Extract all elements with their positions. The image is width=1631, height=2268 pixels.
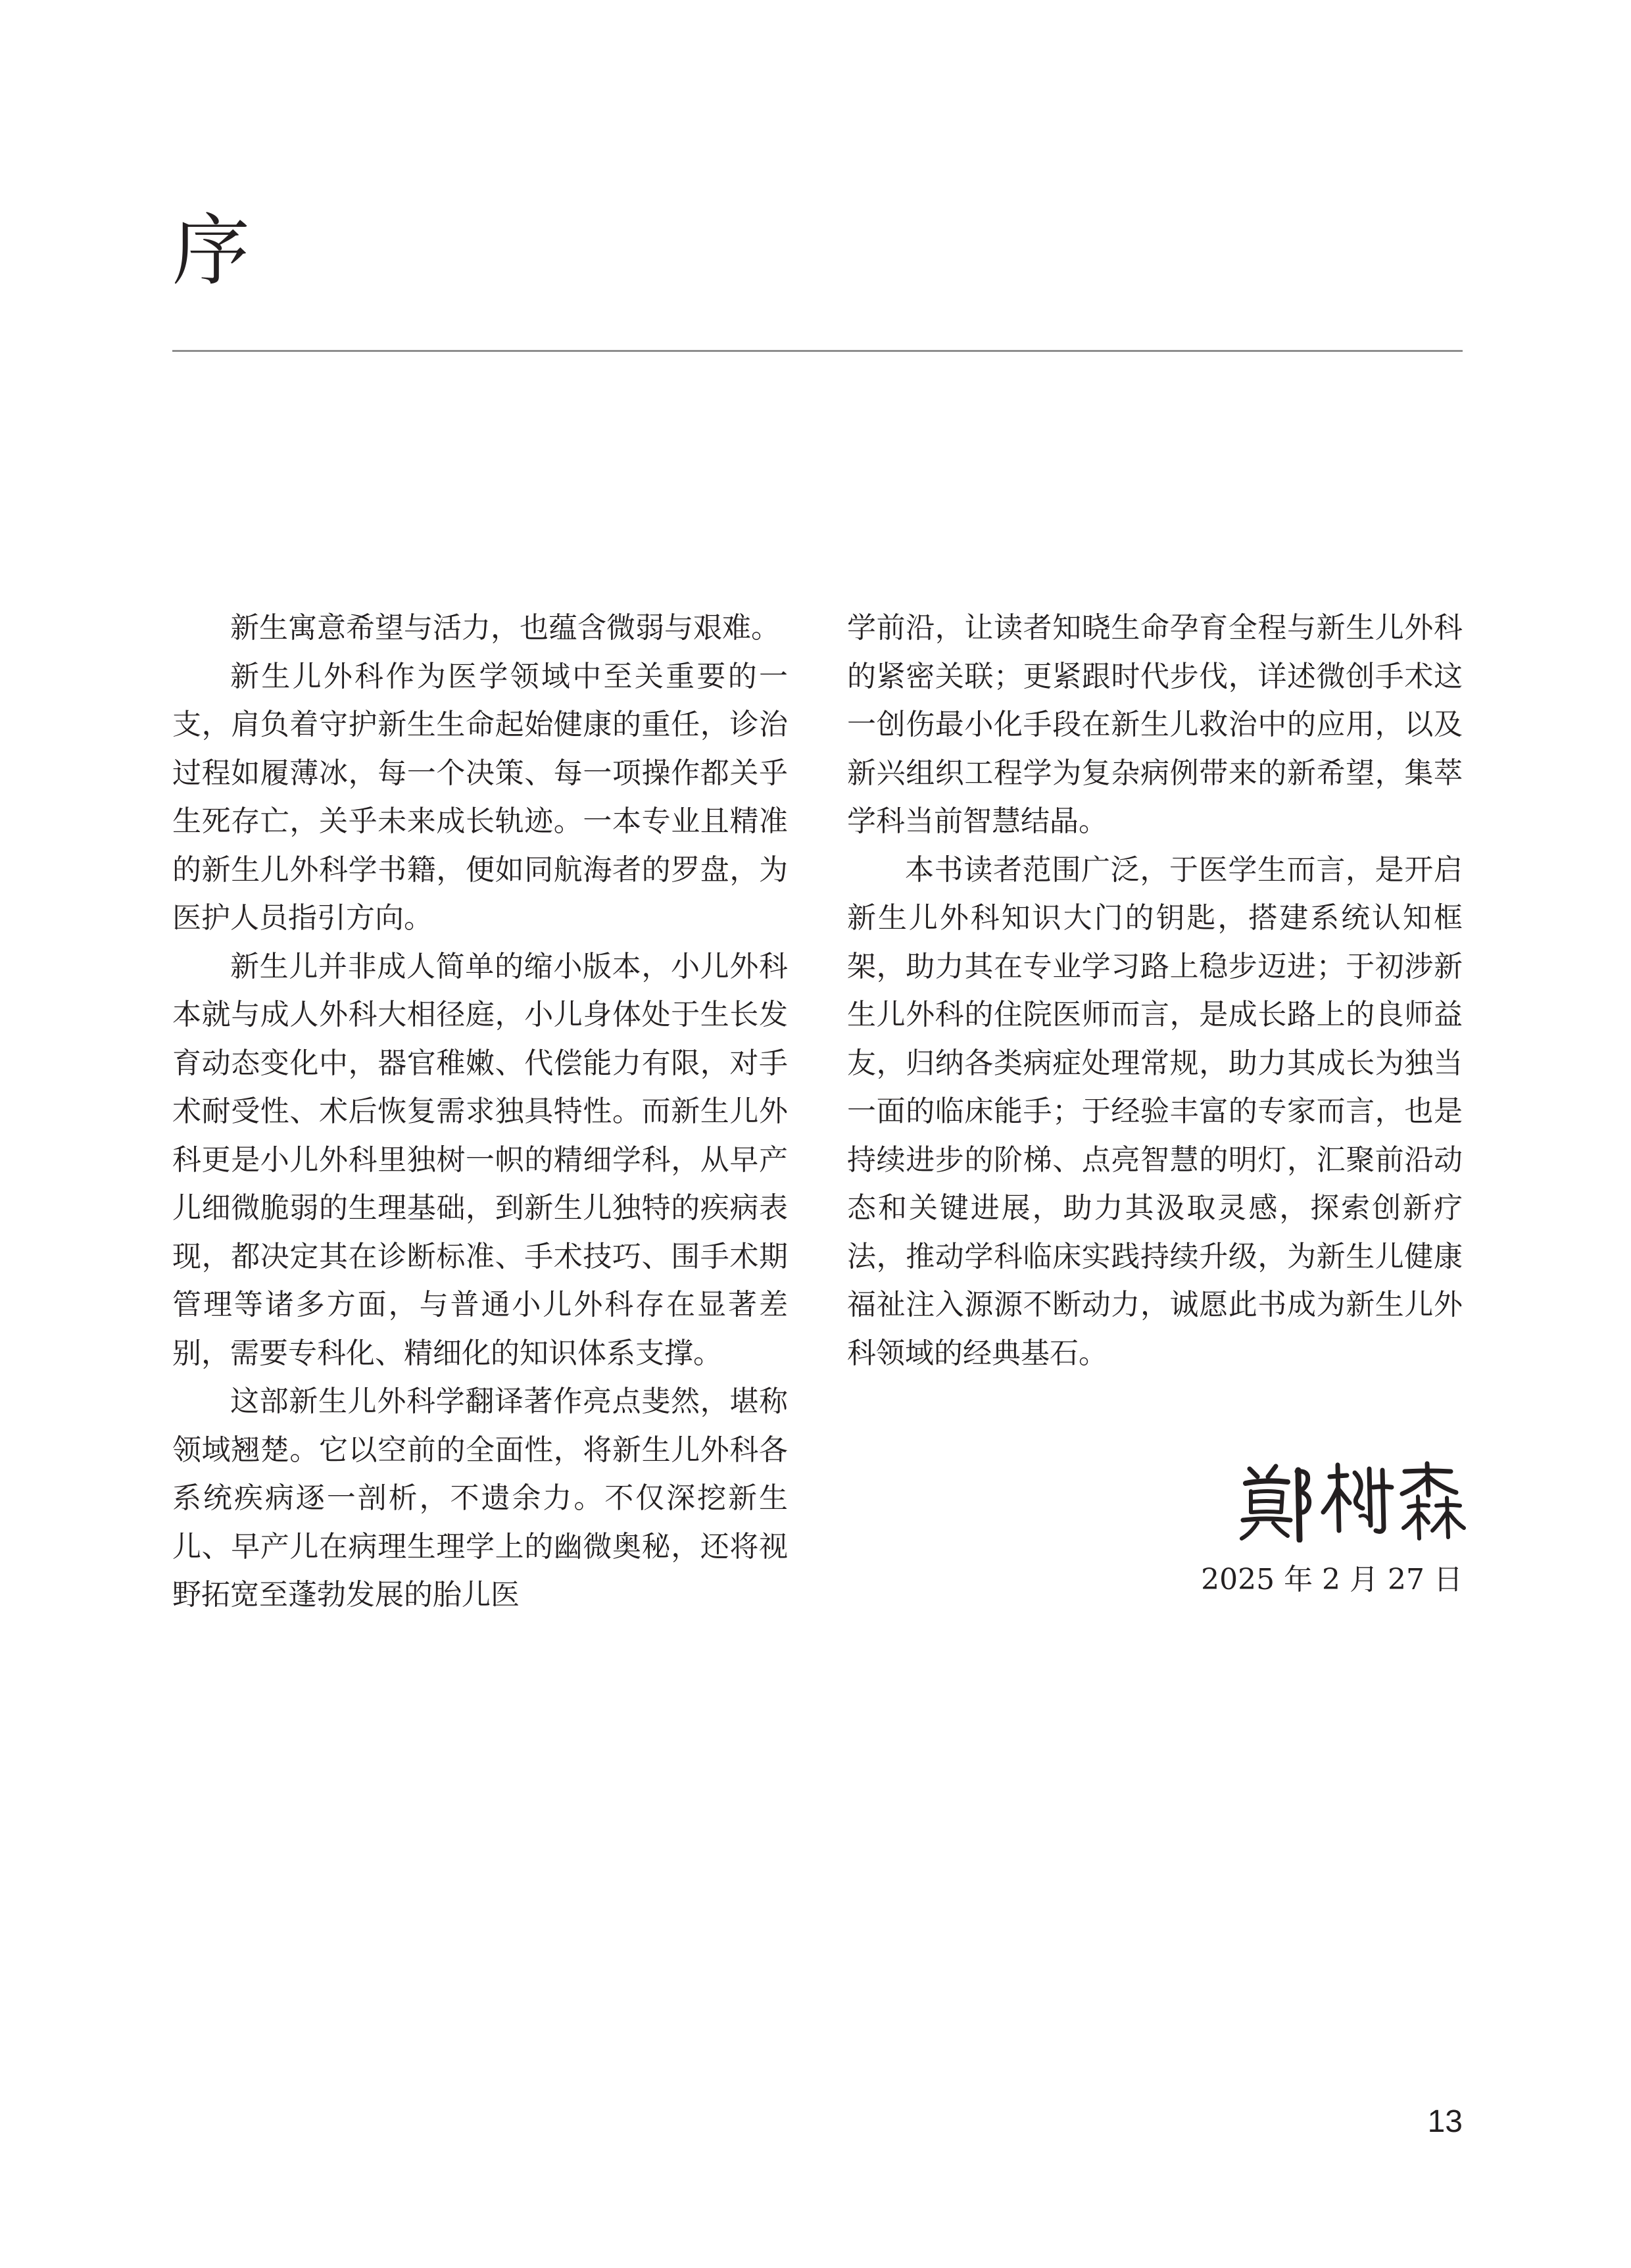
signature-date: 2025 年 2 月 27 日	[1201, 1563, 1463, 1596]
paragraph: 新生儿外科作为医学领域中至关重要的一支，肩负着守护新生生命起始健康的重任，诊治过程如履薄冰，每一个决策、每一项操作都关乎生死存亡，关乎未来成长轨迹。一本专业且精准的新生儿外科学书籍，便如同航海者的罗盘，为医护人员指引方向。	[172, 659, 788, 935]
paragraph: 新生儿并非成人简单的缩小版本，小儿外科本就与成人外科大相径庭，小儿身体处于生长发育动态变化中，器官稚嫩、代偿能力有限，对手术耐受性、术后恢复需求独具特性。而新生儿外科更是小儿外科里独树一帜的精细学科，从早产儿细微脆弱的生理基础，到新生儿独特的疾病表现，都决定其在诊断标准、手术技巧、围手术期管理等诸多方面，与普通小儿外科存在显著差别，需要专科化、精细化的知识体系支撑。	[172, 949, 788, 1370]
paragraph: 新生寓意希望与活力，也蕴含微弱与艰难。	[230, 611, 780, 645]
paragraph: 这部新生儿外科学翻译著作亮点斐然，堪称领域翘楚。它以空前的全面性，将新生儿外科各系统疾病逐一剖析，不遗余力。不仅深挖新生儿、早产儿在病理生理学上的幽微奥秘，还将视野拓宽至蓬勃发展的胎儿医	[172, 1385, 788, 1612]
page-number: 13	[1427, 2104, 1463, 2139]
paragraph-continuation: 学前沿，让读者知晓生命孕育全程与新生儿外科的紧密关联；更紧跟时代步伐，详述微创手术这一创伤最小化手段在新生儿救治中的应用，以及新兴组织工程学为复杂病例带来的新希望，集萃学科当前智慧结晶。	[847, 611, 1463, 838]
left-text-column	[172, 604, 788, 1619]
title-divider	[172, 350, 1463, 352]
page-title: 序	[172, 205, 251, 296]
handwritten-signature	[1236, 1457, 1467, 1542]
paragraph: 本书读者范围广泛，于医学生而言，是开启新生儿外科知识大门的钥匙，搭建系统认知框架，助力其在专业学习路上稳步迈进；于初涉新生儿外科的住院医师而言，是成长路上的良师益友，归纳各类病症处理常规，助力其成长为独当一面的临床能手；于经验丰富的专家而言，也是持续进步的阶梯、点亮智慧的明灯，汇聚前沿动态和关键进展，助力其汲取灵感，探索创新疗法，推动学科临床实践持续升级，为新生儿健康福祉注入源源不断动力，诚愿此书成为新生儿外科领域的经典基石。	[847, 852, 1463, 1370]
right-text-column	[847, 604, 1463, 1377]
